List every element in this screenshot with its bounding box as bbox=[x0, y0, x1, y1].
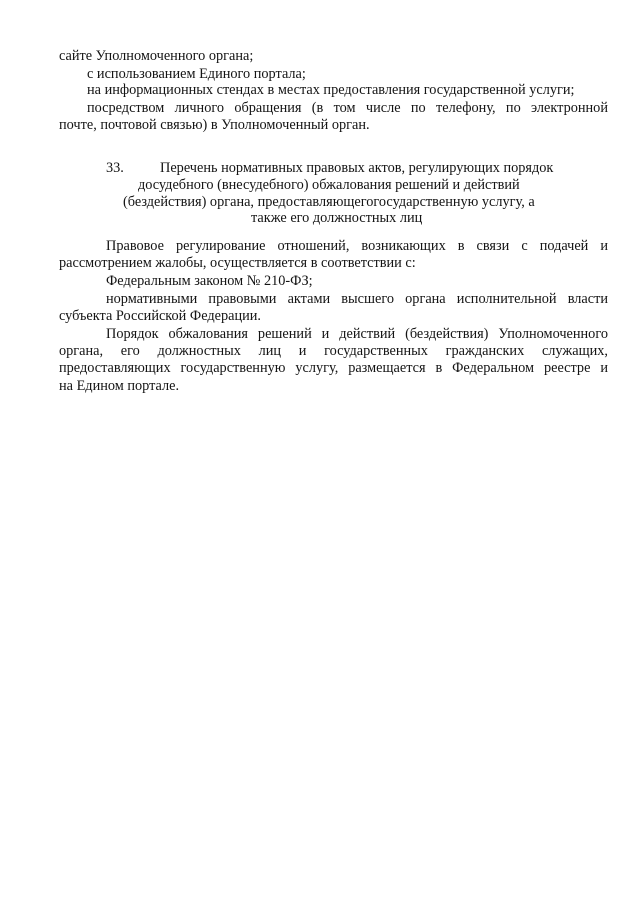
section-heading-line-3: (бездействия) органа, предоставляющегогосударственную услугу, а bbox=[123, 194, 535, 210]
paragraph-1-line-2: рассмотрением жалобы, осуществляется в соответствии с: bbox=[59, 255, 416, 271]
paragraph-3-line-1: нормативными правовыми актами высшего органа исполнительной власти bbox=[106, 291, 608, 307]
intro-line-5: почте, почтовой связью) в Уполномоченный орган. bbox=[59, 117, 370, 133]
intro-line-3: на информационных стендах в местах предоставления государственной услуги; bbox=[87, 82, 575, 98]
intro-line-4: посредством личного обращения (в том числе по телефону, по электронной bbox=[87, 100, 608, 116]
paragraph-1-line-1: Правовое регулирование отношений, возникающих в связи с подачей и bbox=[106, 238, 608, 254]
section-heading-line-2: досудебного (внесудебного) обжалования решений и действий bbox=[138, 177, 520, 193]
paragraph-2: Федеральным законом № 210-ФЗ; bbox=[106, 273, 313, 289]
paragraph-4-line-1: Порядок обжалования решений и действий (бездействия) Уполномоченного bbox=[106, 326, 608, 342]
paragraph-4-line-3: предоставляющих государственную услугу, размещается в Федеральном реестре и bbox=[59, 360, 608, 376]
section-number: 33. bbox=[106, 160, 124, 176]
paragraph-4-line-2: органа, его должностных лиц и государственных гражданских служащих, bbox=[59, 343, 608, 359]
paragraph-3-line-2: субъекта Российской Федерации. bbox=[59, 308, 261, 324]
section-heading-line-1: Перечень нормативных правовых актов, регулирующих порядок bbox=[160, 160, 554, 176]
intro-line-2: с использованием Единого портала; bbox=[87, 66, 306, 82]
paragraph-4-line-4: на Едином портале. bbox=[59, 378, 180, 394]
section-heading-line-4: также его должностных лиц bbox=[251, 210, 423, 226]
intro-line-1: сайте Уполномоченного органа; bbox=[59, 48, 254, 64]
